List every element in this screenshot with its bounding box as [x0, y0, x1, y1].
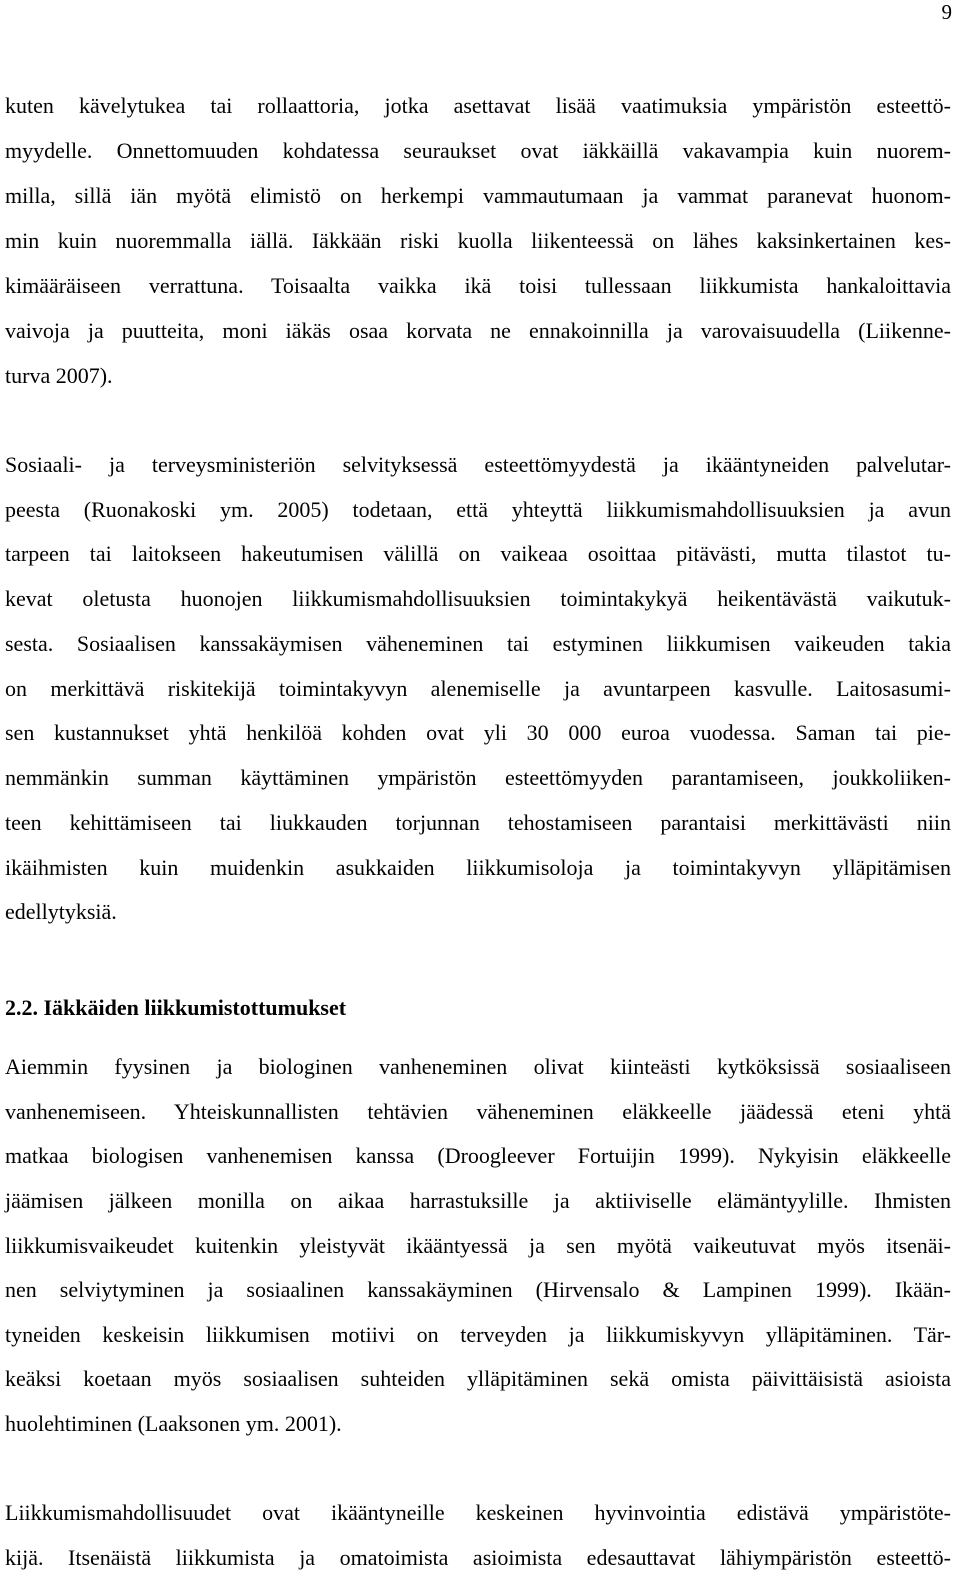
page-number: 9	[941, 0, 952, 24]
text-line: peesta (Ruonakoski ym. 2005) todetaan, että yhteyttä liikkumismahdollisuuksien ja avun	[5, 497, 951, 522]
text-line: sen kustannukset yhtä henkilöä kohden ovat yli 30 000 euroa vuodessa. Saman tai pie-	[5, 720, 951, 745]
text-line: keäksi koetaan myös sosiaalisen suhteiden ylläpitäminen sekä omista päivittäisistä asioista	[5, 1366, 951, 1391]
text-line: matkaa biologisen vanhenemisen kanssa (Droogleever Fortuijin 1999). Nykyisin eläkkeelle	[5, 1143, 951, 1168]
text-line: myydelle. Onnettomuuden kohdatessa seuraukset ovat iäkkäillä vakavampia kuin nuorem-	[5, 138, 951, 163]
text-line: Sosiaali- ja terveysministeriön selvityksessä esteettömyydestä ja ikääntyneiden palvelutar-	[5, 452, 951, 477]
text-line: kimääräiseen verrattuna. Toisaalta vaikka ikä toisi tullessaan liikkumista hankaloittavia	[5, 273, 951, 298]
text-line: tarpeen tai laitokseen hakeutumisen välillä on vaikeaa osoittaa pitävästi, mutta tilastot tu-	[5, 541, 951, 566]
text-line: ikäihmisten kuin muidenkin asukkaiden liikkumisoloja ja toimintakyvyn ylläpitämisen	[5, 855, 951, 880]
text-line: teen kehittämiseen tai liukkauden torjunnan tehostamiseen parantaisi merkittävästi niin	[5, 810, 951, 835]
section-heading: 2.2. Iäkkäiden liikkumistottumukset	[5, 995, 347, 1020]
text-line: Aiemmin fyysinen ja biologinen vanheneminen olivat kiinteästi kytköksissä sosiaaliseen	[5, 1054, 951, 1079]
text-line: kevat oletusta huonojen liikkumismahdollisuuksien toimintakykyä heikentävästä vaikutuk-	[5, 586, 951, 611]
text-line: sesta. Sosiaalisen kanssakäymisen väheneminen tai estyminen liikkumisen vaikeuden takia	[5, 631, 951, 656]
text-line: liikkumisvaikeudet kuitenkin yleistyvät ikääntyessä ja sen myötä vaikeutuvat myös itsenäi-	[5, 1233, 951, 1258]
text-line: turva 2007).	[5, 363, 113, 388]
text-line: nen selviytyminen ja sosiaalinen kanssakäyminen (Hirvensalo & Lampinen 1999). Ikään-	[5, 1277, 951, 1302]
text-line: kijä. Itsenäistä liikkumista ja omatoimista asioimista edesauttavat lähiympäristön esteettö-	[5, 1545, 951, 1570]
text-line: edellytyksiä.	[5, 899, 117, 924]
text-line: milla, sillä iän myötä elimistö on herkempi vammautumaan ja vammat paranevat huonom-	[5, 183, 951, 208]
text-line: Liikkumismahdollisuudet ovat ikääntyneille keskeinen hyvinvointia edistävä ympäristöte-	[5, 1500, 951, 1525]
text-line: huolehtiminen (Laaksonen ym. 2001).	[5, 1411, 342, 1436]
text-line: on merkittävä riskitekijä toimintakyvyn alenemiselle ja avuntarpeen kasvulle. Laitosasumi-	[5, 676, 951, 701]
text-line: min kuin nuoremmalla iällä. Iäkkään riski kuolla liikenteessä on lähes kaksinkertainen kes-	[5, 228, 951, 253]
text-line: vanhenemiseen. Yhteiskunnallisten tehtävien väheneminen eläkkeelle jäädessä eteni yhtä	[5, 1099, 951, 1124]
text-line: jäämisen jälkeen monilla on aikaa harrastuksille ja aktiiviselle elämäntyylille. Ihmisten	[5, 1188, 951, 1213]
text-line: tyneiden keskeisin liikkumisen motiivi on terveyden ja liikkumiskyvyn ylläpitäminen. Tär-	[5, 1322, 951, 1347]
text-line: nemmänkin summan käyttäminen ympäristön esteettömyyden parantamiseen, joukkoliiken-	[5, 765, 951, 790]
text-line: vaivoja ja puutteita, moni iäkäs osaa korvata ne ennakoinnilla ja varovaisuudella (Liikenne-	[5, 318, 951, 343]
text-line: kuten kävelytukea tai rollaattoria, jotka asettavat lisää vaatimuksia ympäristön esteettö-	[5, 93, 951, 118]
